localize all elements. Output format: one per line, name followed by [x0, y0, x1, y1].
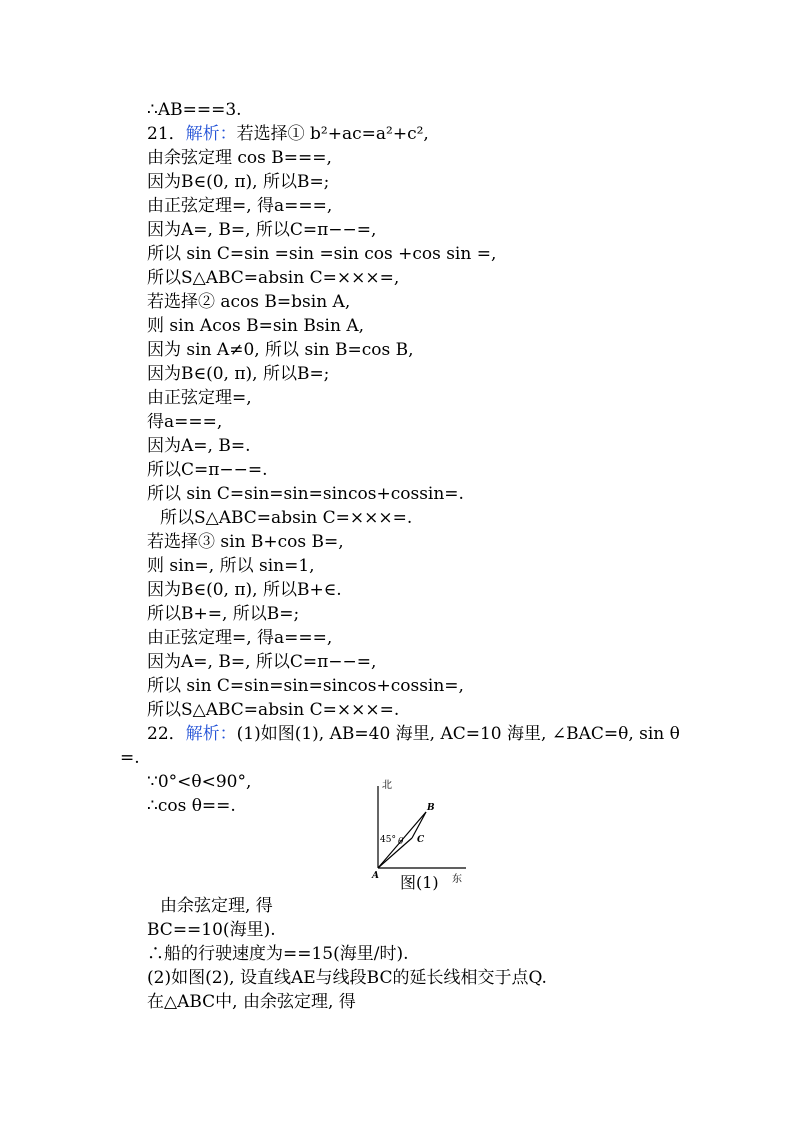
text-fragment: (1)如图(1), AB=40 海里, AC=10 海里, ∠BAC=θ, sin θ	[236, 724, 680, 744]
text-line: 因为A=, B=.	[147, 436, 251, 456]
label-c: C	[417, 835, 425, 845]
label-theta: θ	[398, 837, 404, 847]
text-line: 所以 sin C=sin =sin =sin cos +cos sin =,	[147, 244, 497, 264]
text-line: 因为B∈(0, π), 所以B=;	[147, 364, 330, 384]
label-b: B	[427, 803, 435, 813]
text-line: 所以S△ABC=absin C=×××=,	[147, 268, 400, 288]
text-line: 由正弦定理=,	[147, 388, 252, 408]
text-line: 由余弦定理 cos B===,	[147, 148, 332, 168]
text-line: 则 sin=, 所以 sin=1,	[147, 556, 315, 576]
text-line: 若选择③ sin B+cos B=,	[147, 532, 344, 552]
text-line: 因为 sin A≠0, 所以 sin B=cos B,	[147, 340, 414, 360]
text-line: 所以S△ABC=absin C=×××=.	[160, 508, 413, 528]
text-line: ∴船的行驶速度为==15(海里/时).	[147, 944, 409, 964]
text-line: 由余弦定理, 得	[160, 896, 273, 916]
label-angle-45: 45°	[380, 835, 396, 845]
text-line: BC==10(海里).	[147, 920, 276, 940]
text-line: ∴cos θ==.	[147, 796, 236, 816]
text-line: 所以 sin C=sin=sin=sincos+cossin=,	[147, 676, 464, 696]
text-line-21	[147, 122, 429, 146]
text-line: 若选择② acos B=bsin A,	[147, 292, 351, 312]
keyword-jiexi: 解析：	[185, 124, 237, 144]
text-line: 由正弦定理=, 得a===,	[147, 628, 333, 648]
label-east: 东	[452, 874, 462, 885]
text-fragment: 22．	[147, 724, 186, 744]
label-a: A	[372, 871, 379, 881]
text-line: 因为B∈(0, π), 所以B=;	[147, 172, 330, 192]
text-line: 所以S△ABC=absin C=×××=.	[147, 700, 400, 720]
text-line: 所以C=π−−=.	[147, 460, 268, 480]
text-line: ∴AB===3.	[147, 100, 242, 120]
text-line: 则 sin Acos B=sin Bsin A,	[147, 316, 365, 336]
text-line: 因为A=, B=, 所以C=π−−=,	[147, 652, 377, 672]
text-line: 因为A=, B=, 所以C=π−−=,	[147, 220, 377, 240]
text-line: 所以 sin C=sin=sin=sincos+cossin=.	[147, 484, 464, 504]
text-line: 得a===,	[147, 412, 223, 432]
text-fragment: 21．	[147, 124, 186, 144]
text-line: (2)如图(2), 设直线AE与线段BC的延长线相交于点Q.	[147, 968, 547, 988]
text-line: ∵0°<θ<90°,	[147, 772, 252, 792]
keyword-jiexi: 解析：	[185, 724, 237, 744]
figure-1-caption: 图(1)	[400, 873, 439, 892]
text-line: =.	[120, 748, 140, 768]
text-line: 因为B∈(0, π), 所以B+∈.	[147, 580, 342, 600]
text-fragment: 若选择① b²+ac=a²+c²,	[236, 124, 429, 144]
text-line: 由正弦定理=, 得a===,	[147, 196, 333, 216]
text-line-22	[147, 722, 680, 746]
text-line: 在△ABC中, 由余弦定理, 得	[147, 992, 356, 1012]
text-line: 所以B+=, 所以B=;	[147, 604, 300, 624]
label-north: 北	[382, 780, 392, 791]
